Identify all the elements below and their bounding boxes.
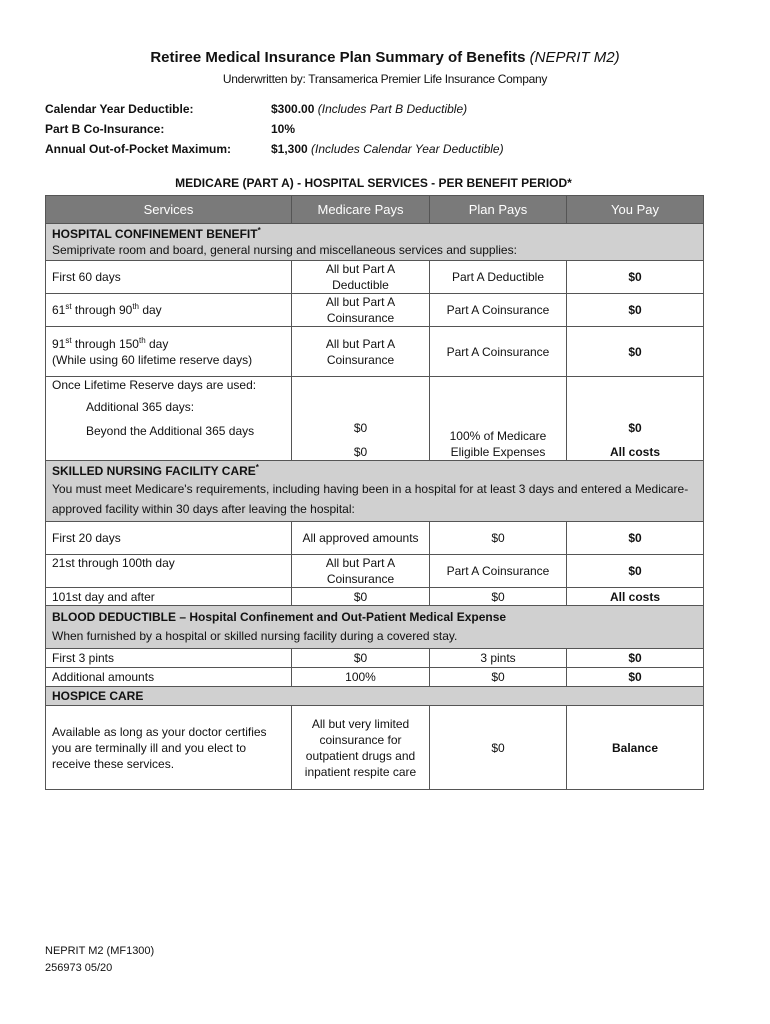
plan-summary xyxy=(45,99,504,159)
table-row-lifetime-reserve: Once Lifetime Reserve days are used: Additional 365 days: Beyond the Additional 365 days $0 $0 100% of Medicare Eligible Expenses $0 All costs xyxy=(46,377,704,461)
summary-row-deductible: Calendar Year Deductible: $300.00 (Includes Part B Deductible) xyxy=(45,102,468,116)
summary-row-oop-max: Annual Out-of-Pocket Maximum: $1,300 (Includes Calendar Year Deductible) xyxy=(45,142,504,156)
col-header-services: Services xyxy=(46,196,292,224)
summary-row-coinsurance: Part B Co-Insurance: 10% xyxy=(45,122,296,136)
table-row: First 3 pints $0 3 pints $0 xyxy=(46,649,704,668)
col-header-plan: Plan Pays xyxy=(430,196,567,224)
col-header-medicare: Medicare Pays xyxy=(292,196,430,224)
table-row: Available as long as your doctor certifies you are terminally ill and you elect to receive these services. All but very limited coinsurance for outpatient drugs and inpatient respite care $0 Balance xyxy=(46,706,704,790)
table-row: First 60 days All but Part A Deductible Part A Deductible $0 xyxy=(46,261,704,294)
table-row: 61st through 90th day All but Part A Coinsurance Part A Coinsurance $0 xyxy=(46,294,704,327)
table-row: 101st day and after $0 $0 All costs xyxy=(46,588,704,606)
section-hospice: HOSPICE CARE xyxy=(46,687,704,706)
underwriter-line: Underwritten by: Transamerica Premier Life Insurance Company xyxy=(222,72,548,86)
form-number: 256973 05/20 xyxy=(45,962,113,974)
form-code: NEPRIT M2 (MF1300) xyxy=(45,945,155,957)
section-hospital: HOSPITAL CONFINEMENT BENEFIT* Semiprivate room and board, general nursing and miscellaneous services and supplies: xyxy=(46,224,704,261)
form-footer xyxy=(45,943,154,977)
benefits-table-title: MEDICARE (PART A) - HOSPITAL SERVICES - PER BENEFIT PERIOD* xyxy=(175,176,572,190)
table-header-row xyxy=(46,196,704,224)
plan-code: (NEPRIT M2) xyxy=(529,49,620,66)
section-skilled-nursing: SKILLED NURSING FACILITY CARE* You must meet Medicare's requirements, including having been in a hospital for at least 3 days and entered a Medicare-approved facility within 30 days after leaving the hospital: xyxy=(46,461,704,522)
col-header-you: You Pay xyxy=(567,196,704,224)
table-row: Additional amounts 100% $0 $0 xyxy=(46,668,704,687)
benefits-table xyxy=(45,195,704,790)
table-row: 91st through 150th day (While using 60 lifetime reserve days) All but Part A Coinsurance Part A Coinsurance $0 xyxy=(46,327,704,377)
section-blood-deductible: BLOOD DEDUCTIBLE – Hospital Confinement and Out-Patient Medical Expense When furnished by a hospital or skilled nursing facility during a covered stay. xyxy=(46,606,704,649)
table-row: First 20 days All approved amounts $0 $0 xyxy=(46,522,704,555)
document-title: Retiree Medical Insurance Plan Summary of Benefits (NEPRIT M2) xyxy=(150,49,620,66)
table-row: 21st through 100th day All but Part A Coinsurance Part A Coinsurance $0 xyxy=(46,555,704,588)
